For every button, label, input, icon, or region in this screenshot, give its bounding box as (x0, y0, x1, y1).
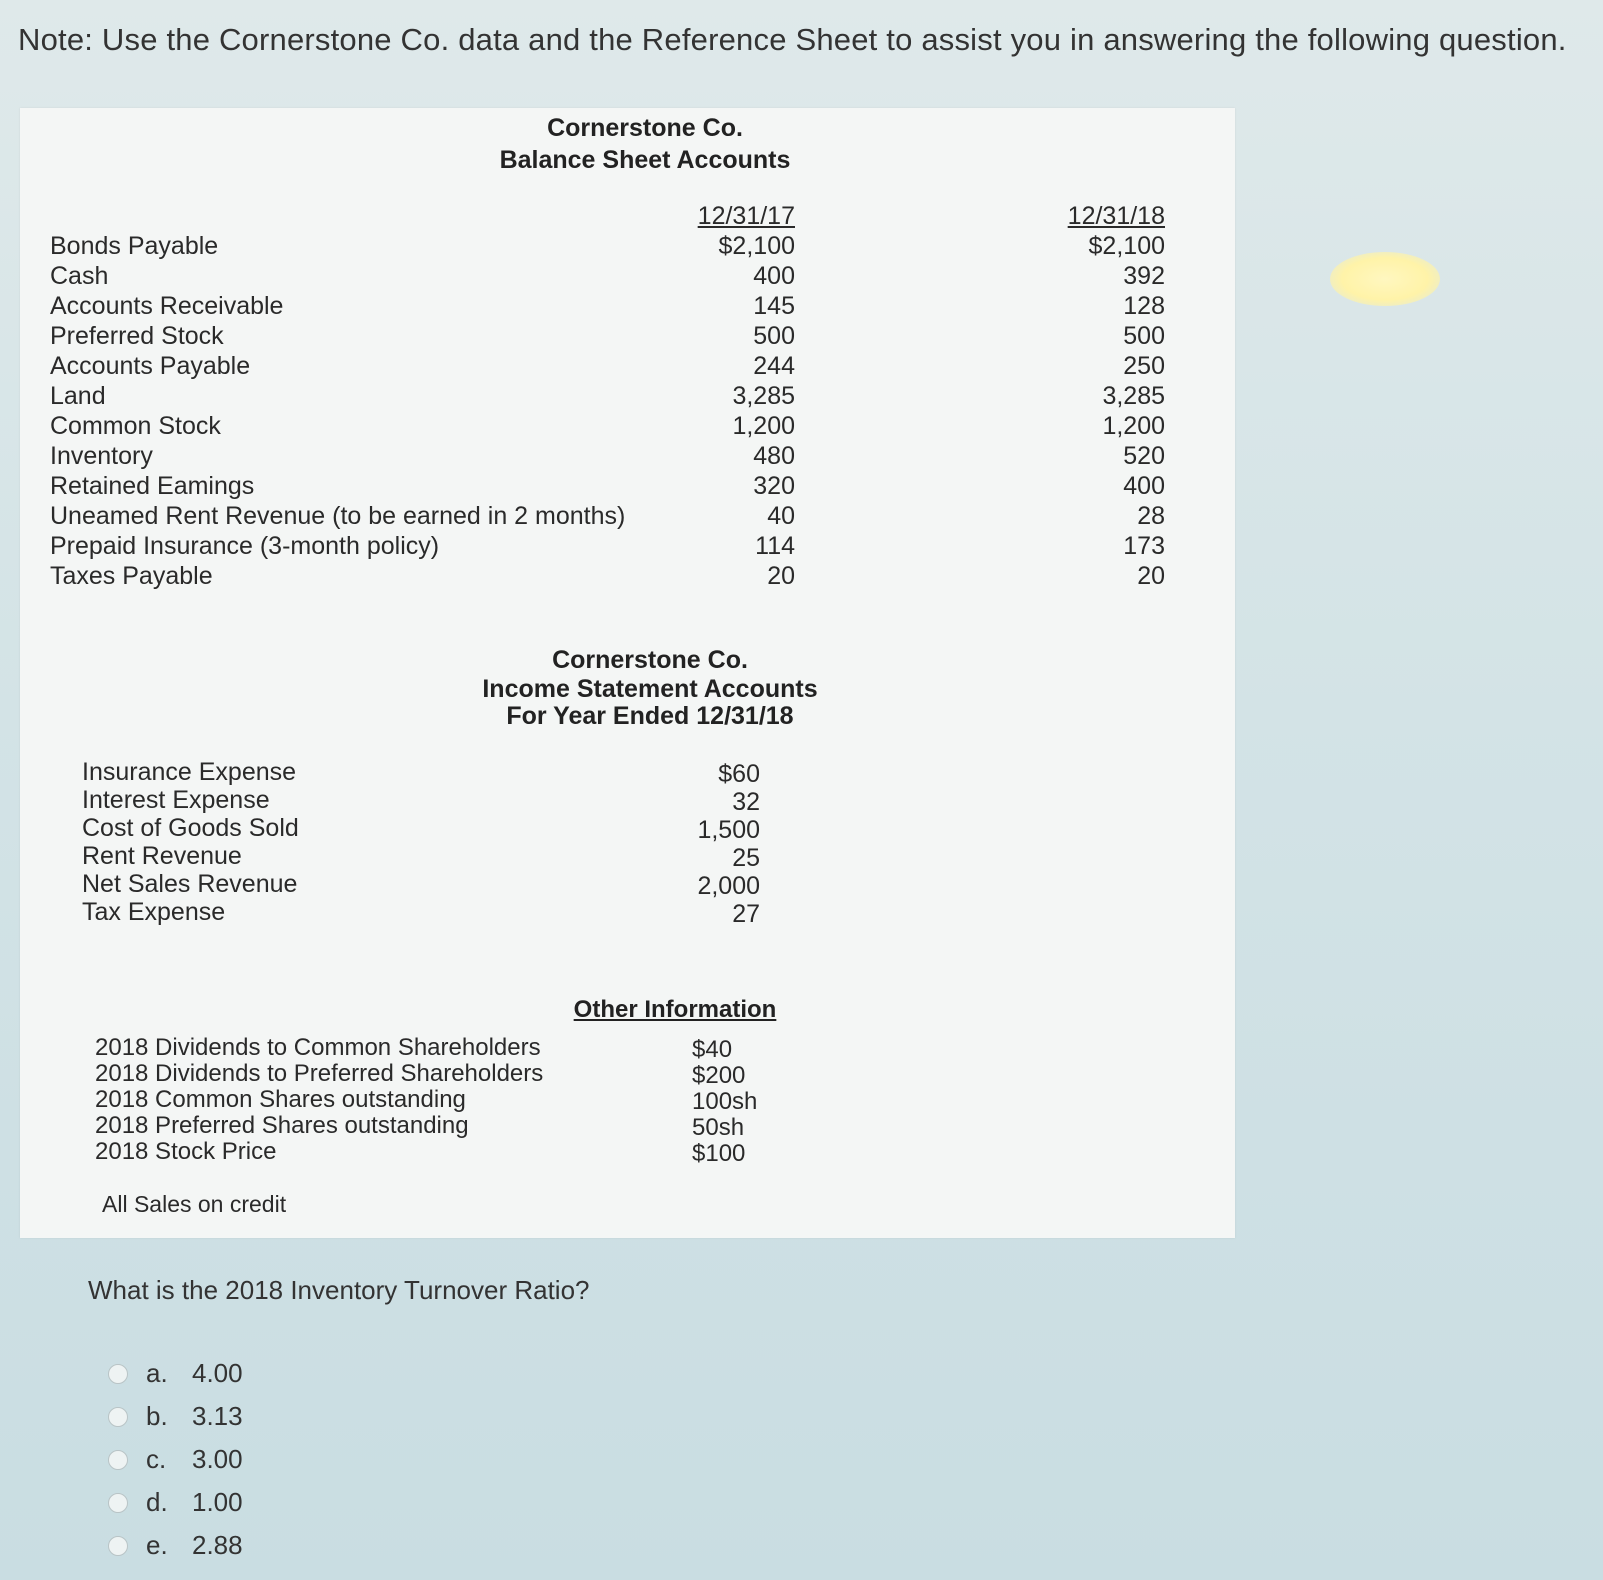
table-row-label: Inventory (50, 442, 153, 470)
table-cell: 500 (753, 322, 795, 350)
table-row-label: Insurance Expense (82, 758, 297, 786)
table-cell: 27 (732, 900, 760, 928)
choice-letter: a. (146, 1358, 168, 1388)
table-row-label: Interest Expense (82, 786, 270, 814)
choice-text: 3.00 (192, 1444, 243, 1474)
table-cell: 250 (1123, 352, 1165, 380)
other-info-values (692, 1037, 812, 1167)
table-cell: $2,100 (1088, 232, 1165, 260)
choice-text: 1.00 (192, 1487, 243, 1517)
column-header-2017: 12/31/17 (697, 202, 795, 230)
table-cell: 244 (753, 352, 795, 380)
table-cell: 28 (1137, 502, 1165, 530)
table-row-label: Uneamed Rent Revenue (to be earned in 2 months) (50, 502, 626, 530)
balance-sheet-col-2017 (670, 201, 795, 591)
table-cell: 1,500 (697, 816, 760, 844)
table-cell: 128 (1123, 292, 1165, 320)
table-row-label: 2018 Dividends to Common Shareholders (95, 1034, 541, 1061)
reference-data-sheet (20, 108, 1235, 1238)
table-cell: 320 (753, 472, 795, 500)
table-cell: $200 (692, 1062, 746, 1089)
table-row-label: 2018 Preferred Shares outstanding (95, 1112, 469, 1139)
table-row-label: Common Stock (50, 412, 221, 440)
table-row-label: Bonds Payable (50, 232, 219, 260)
table-cell: $60 (718, 760, 760, 788)
instruction-note: Note: Use the Cornerstone Co. data and the Reference Sheet to assist you in answering the following question. (18, 22, 1567, 57)
table-cell: 1,200 (732, 412, 795, 440)
table-cell: 392 (1123, 262, 1165, 290)
choice-c[interactable] (108, 1438, 243, 1481)
choice-letter: e. (146, 1530, 168, 1560)
balance-sheet-title: Balance Sheet Accounts (499, 146, 791, 174)
table-row-label: Prepaid Insurance (3-month policy) (50, 532, 440, 560)
table-cell: 2,000 (697, 872, 760, 900)
radio-button[interactable] (108, 1450, 128, 1470)
income-statement-period: For Year Ended 12/31/18 (506, 702, 794, 730)
radio-button[interactable] (108, 1364, 128, 1384)
income-statement-labels (82, 758, 299, 926)
choice-text: 3.13 (192, 1401, 243, 1431)
choice-letter: d. (146, 1487, 168, 1517)
table-cell: 480 (753, 442, 795, 470)
table-row-label: 2018 Stock Price (95, 1138, 277, 1165)
table-cell: 1,200 (1102, 412, 1165, 440)
table-row-label: 2018 Dividends to Preferred Shareholders (95, 1060, 544, 1087)
table-row-label: Preferred Stock (50, 322, 224, 350)
radio-button[interactable] (108, 1536, 128, 1556)
table-row-label: Net Sales Revenue (82, 870, 298, 898)
table-cell: 25 (732, 844, 760, 872)
choice-d[interactable] (108, 1481, 243, 1524)
radio-button[interactable] (108, 1407, 128, 1427)
table-cell: 173 (1123, 532, 1165, 560)
table-cell: 3,285 (732, 382, 795, 410)
choice-e[interactable] (108, 1524, 243, 1567)
table-row-label: Rent Revenue (82, 842, 242, 870)
table-cell: 3,285 (1102, 382, 1165, 410)
screen-glare (1330, 252, 1440, 306)
choice-letter: c. (146, 1444, 167, 1474)
table-cell: 32 (732, 788, 760, 816)
table-cell: 500 (1123, 322, 1165, 350)
question-text: What is the 2018 Inventory Turnover Ratio? (88, 1275, 590, 1305)
table-cell: 40 (767, 502, 795, 530)
choice-letter: b. (146, 1401, 168, 1431)
table-row-label: Taxes Payable (50, 562, 213, 590)
table-row-label: Cash (50, 262, 109, 290)
income-statement-company: Cornerstone Co. (552, 646, 748, 674)
income-statement-title: Income Statement Accounts (482, 675, 818, 703)
choice-b[interactable] (108, 1395, 243, 1438)
other-info-labels (95, 1035, 543, 1165)
balance-sheet-company: Cornerstone Co. (547, 114, 743, 142)
table-cell: 400 (753, 262, 795, 290)
column-header-2018: 12/31/18 (1067, 202, 1165, 230)
table-cell: 520 (1123, 442, 1165, 470)
table-cell: $40 (692, 1036, 733, 1063)
table-cell: 50sh (692, 1114, 745, 1141)
table-cell: 100sh (692, 1088, 758, 1115)
income-statement-values (640, 760, 760, 928)
table-cell: 20 (767, 562, 795, 590)
table-row-label: 2018 Common Shares outstanding (95, 1086, 466, 1113)
table-row-label: Accounts Payable (50, 352, 251, 380)
table-cell: 114 (755, 532, 795, 560)
table-row-label: Cost of Goods Sold (82, 814, 299, 842)
table-cell: $2,100 (718, 232, 795, 260)
table-cell: 145 (753, 292, 795, 320)
choice-text: 2.88 (192, 1530, 243, 1560)
choice-text: 4.00 (192, 1358, 243, 1388)
table-row-label: Retained Eamings (50, 472, 255, 500)
other-info-title: Other Information (573, 996, 777, 1023)
table-row-label: Accounts Receivable (50, 292, 284, 320)
table-row-label: Tax Expense (82, 898, 226, 926)
table-cell: 20 (1137, 562, 1165, 590)
table-cell: 400 (1123, 472, 1165, 500)
balance-sheet-labels (50, 231, 625, 591)
balance-sheet-col-2018 (1040, 201, 1165, 591)
choice-a[interactable] (108, 1352, 243, 1395)
radio-button[interactable] (108, 1493, 128, 1513)
answer-choices (108, 1352, 243, 1567)
table-cell: $100 (692, 1140, 746, 1167)
credit-sales-footnote: All Sales on credit (102, 1191, 287, 1217)
table-row-label: Land (50, 382, 106, 410)
